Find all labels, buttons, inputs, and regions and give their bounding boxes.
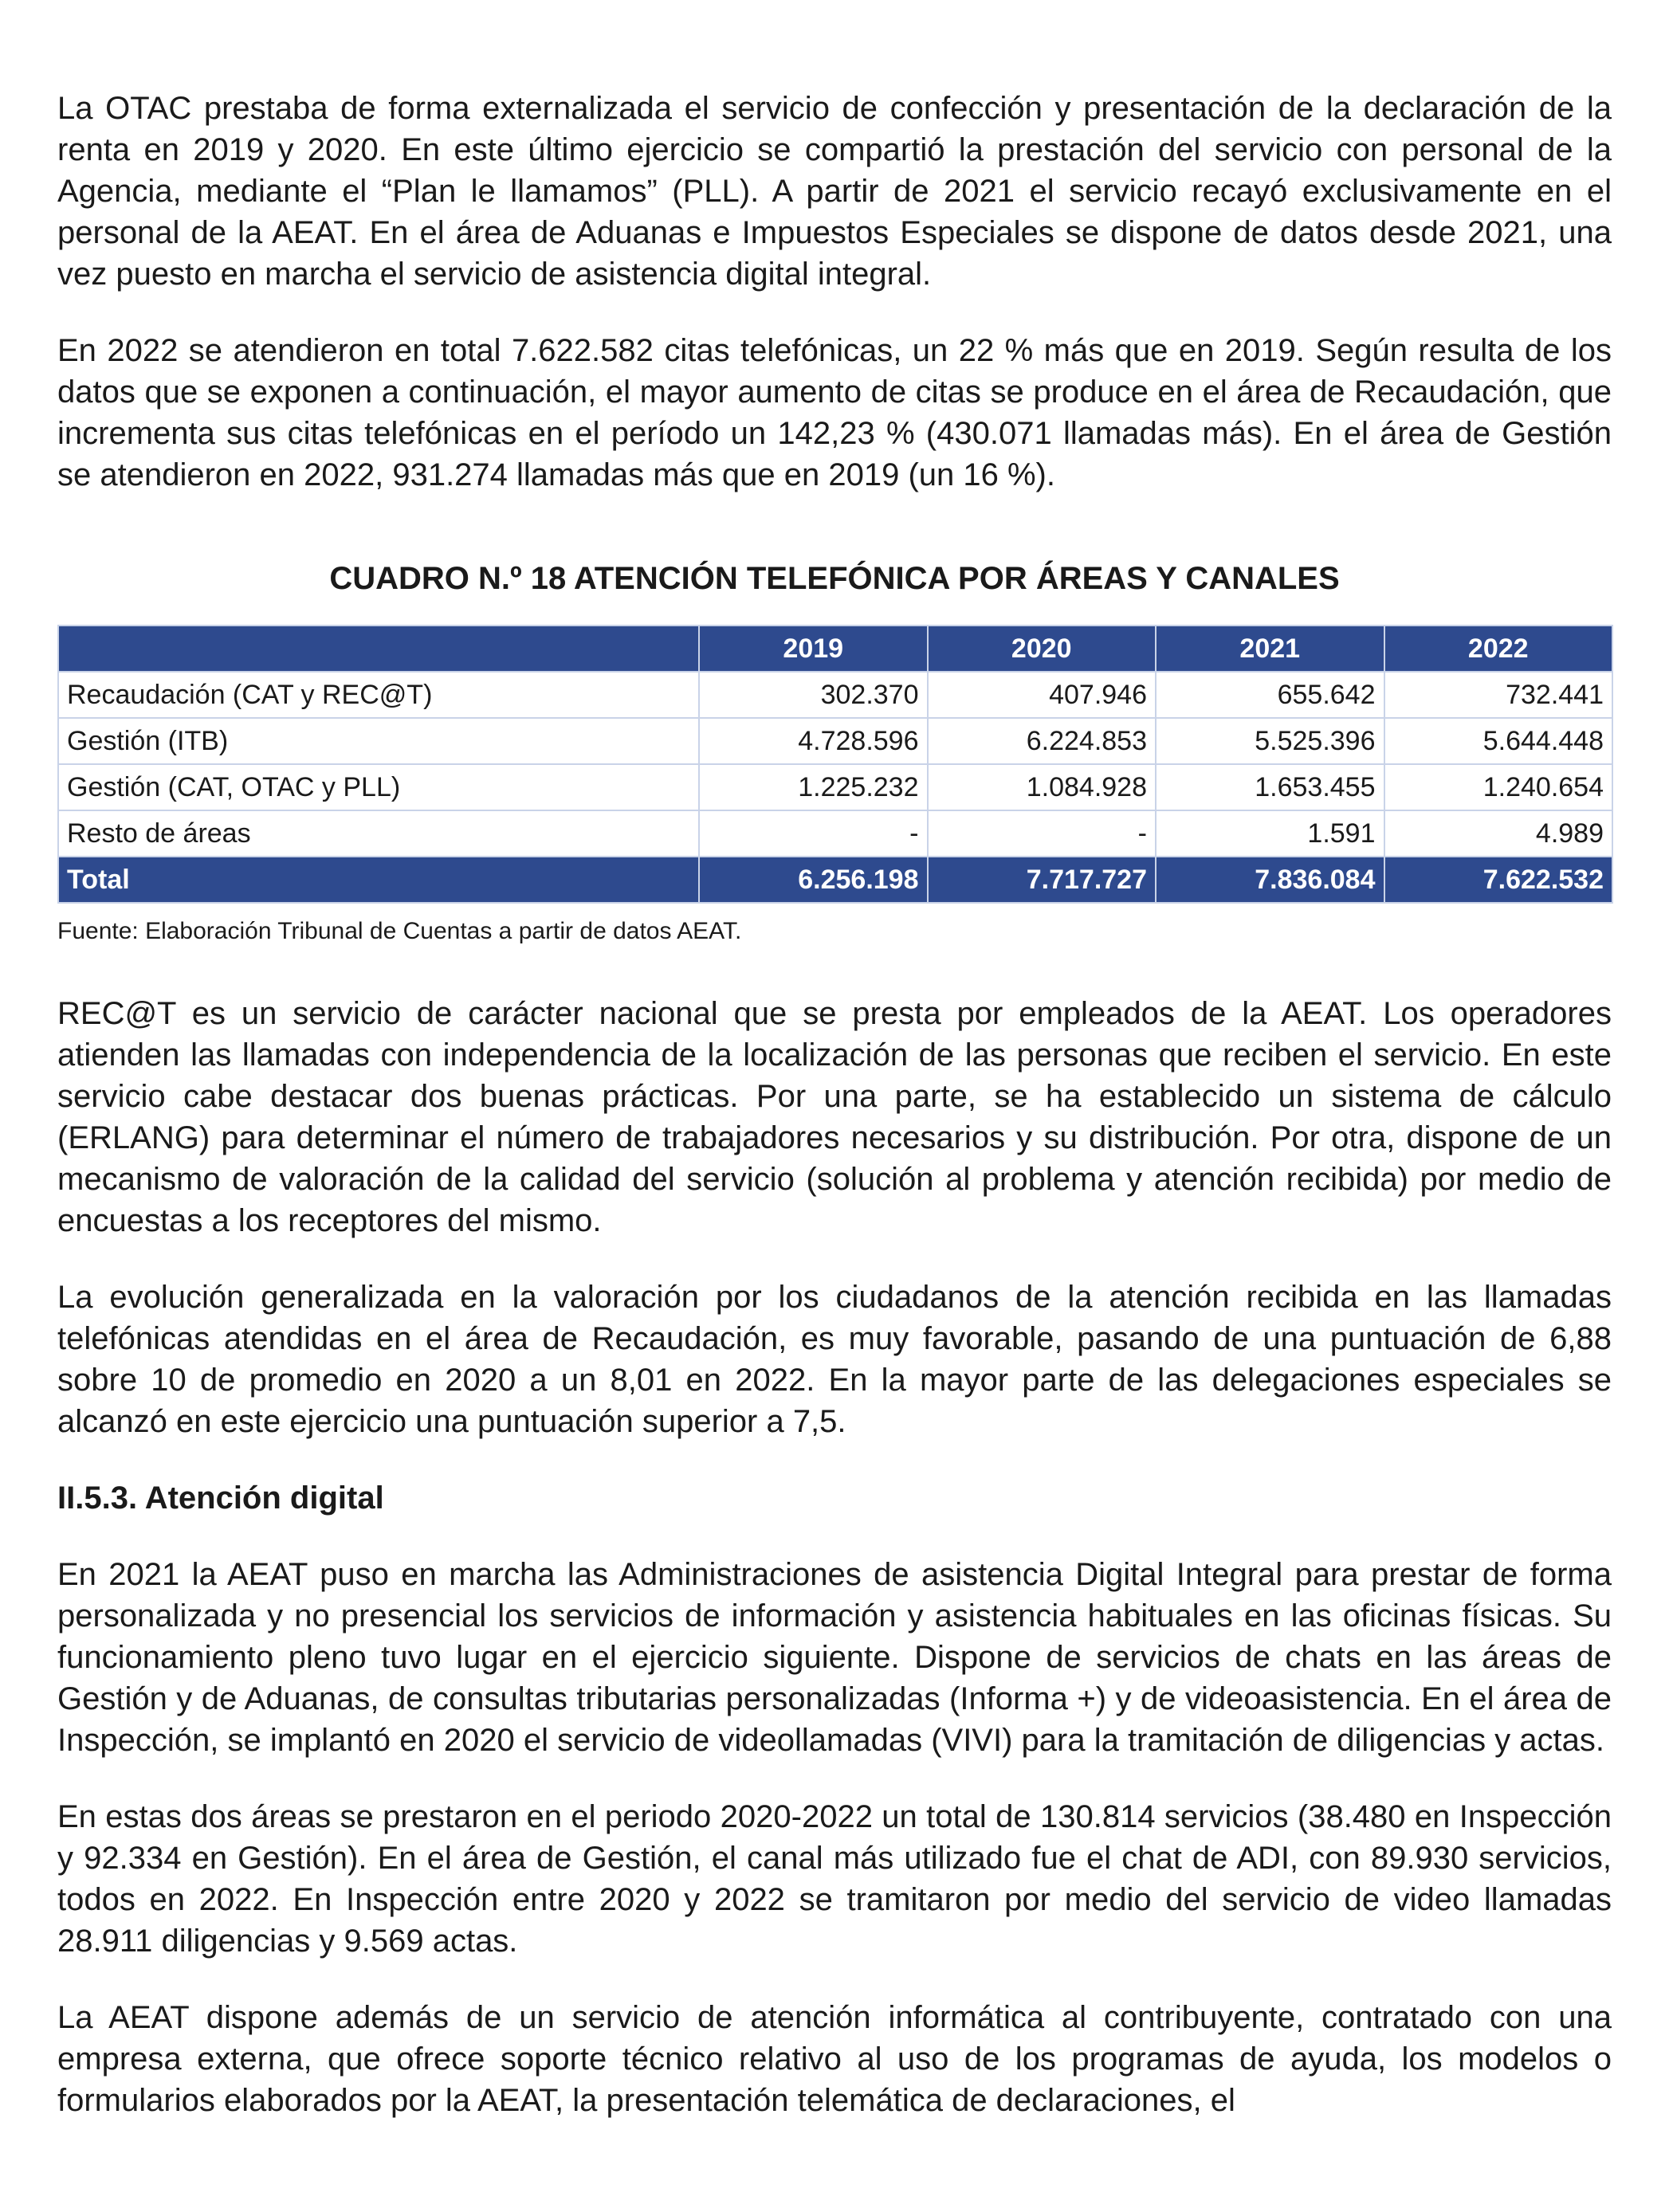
header-cell-empty <box>58 626 699 672</box>
header-cell-2019: 2019 <box>699 626 928 672</box>
cell-2022: 732.441 <box>1384 672 1613 718</box>
total-2019: 6.256.198 <box>699 857 928 903</box>
cell-2019: 1.225.232 <box>699 764 928 810</box>
cell-2020: 1.084.928 <box>928 764 1157 810</box>
header-cell-2022: 2022 <box>1384 626 1613 672</box>
table-header-row <box>58 626 1612 672</box>
header-cell-2020: 2020 <box>928 626 1157 672</box>
table-source-note: Fuente: Elaboración Tribunal de Cuentas a partir de datos AEAT. <box>57 918 742 944</box>
total-2020: 7.717.727 <box>928 857 1157 903</box>
table-total-row <box>58 857 1612 903</box>
cell-2019: - <box>699 810 928 857</box>
row-label: Gestión (ITB) <box>58 718 699 764</box>
table-row <box>58 810 1612 857</box>
row-label: Resto de áreas <box>58 810 699 857</box>
section-heading: II.5.3. Atención digital <box>57 1481 384 1516</box>
paragraph-citas-2022: En 2022 se atendieron en total 7.622.582 citas telefónicas, un 22 % más que en 2019. Según resulta de los datos que se exponen a continuación, el mayor aumento de citas se produce en el área de Recaudación, que incrementa sus citas telefónicas en el período un 142,23 % (430.071 llamadas más). En el área de Gestión se atendieron en 2022, 931.274 llamadas más que en 2019 (un 16 %). <box>57 333 1612 492</box>
paragraph-atencion-informatica: La AEAT dispone además de un servicio de atención informática al contribuyente, contratado con una empresa externa, que ofrece soporte técnico relativo al uso de los programas de ayuda, los modelos o formularios elaborados por la AEAT, la presentación telemática de declaraciones, el <box>57 2000 1612 2118</box>
paragraph-otac: La OTAC prestaba de forma externalizada el servicio de confección y presentación de la declaración de la renta en 2019 y 2020. En este último ejercicio se compartió la prestación del servicio con personal de la Agencia, mediante el “Plan le llamamos” (PLL). A partir de 2021 el servicio recayó exclusivamente en el personal de la AEAT. En el área de Aduanas e Impuestos Especiales se dispone de datos desde 2021, una vez puesto en marcha el servicio de asistencia digital integral. <box>57 91 1612 292</box>
cell-2021: 1.653.455 <box>1156 764 1384 810</box>
cell-2019: 302.370 <box>699 672 928 718</box>
phone-attention-table <box>57 625 1613 904</box>
table-row <box>58 672 1612 718</box>
paragraph-recat: REC@T es un servicio de carácter nacional que se presta por empleados de la AEAT. Los operadores atienden las llamadas con independencia de la localización de las personas que reciben el servicio. En este servicio cabe destacar dos buenas prácticas. Por una parte, se ha establecido un sistema de cálculo (ERLANG) para determinar el número de trabajadores necesarios y su distribución. Por otra, dispone de un mecanismo de valoración de la calidad del servicio (solución al problema y atención recibida) por medio de encuestas a los receptores del mismo. <box>57 996 1612 1238</box>
paragraph-adi: En 2021 la AEAT puso en marcha las Administraciones de asistencia Digital Integral para prestar de forma personalizada y no presencial los servicios de información y asistencia habituales en las oficinas físicas. Su funcionamiento pleno tuvo lugar en el ejercicio siguiente. Dispone de servicios de chats en las áreas de Gestión y de Aduanas, de consultas tributarias personalizadas (Informa +) y de videoasistencia. En el área de Inspección, se implantó en 2020 el servicio de videollamadas (VIVI) para la tramitación de diligencias y actas. <box>57 1557 1612 1758</box>
cell-2022: 4.989 <box>1384 810 1613 857</box>
paragraph-servicios: En estas dos áreas se prestaron en el periodo 2020-2022 un total de 130.814 servicios (38.480 en Inspección y 92.334 en Gestión). En el área de Gestión, el canal más utilizado fue el chat de ADI, con 89.930 servicios, todos en 2022. En Inspección entre 2020 y 2022 se tramitaron por medio del servicio de video llamadas 28.911 diligencias y 9.569 actas. <box>57 1799 1612 1959</box>
table-row <box>58 718 1612 764</box>
cell-2021: 5.525.396 <box>1156 718 1384 764</box>
cell-2022: 5.644.448 <box>1384 718 1613 764</box>
cell-2019: 4.728.596 <box>699 718 928 764</box>
total-2022: 7.622.532 <box>1384 857 1613 903</box>
row-label: Recaudación (CAT y REC@T) <box>58 672 699 718</box>
row-label: Gestión (CAT, OTAC y PLL) <box>58 764 699 810</box>
cell-2020: - <box>928 810 1157 857</box>
document-page <box>57 88 1612 2156</box>
table-title: CUADRO N.º 18 ATENCIÓN TELEFÓNICA POR ÁREAS Y CANALES <box>329 561 1340 596</box>
header-cell-2021: 2021 <box>1156 626 1384 672</box>
total-2021: 7.836.084 <box>1156 857 1384 903</box>
paragraph-valoracion: La evolución generalizada en la valoración por los ciudadanos de la atención recibida en las llamadas telefónicas atendidas en el área de Recaudación, es muy favorable, pasando de una puntuación de 6,88 sobre 10 de promedio en 2020 a un 8,01 en 2022. En la mayor parte de las delegaciones especiales se alcanzó en este ejercicio una puntuación superior a 7,5. <box>57 1280 1612 1439</box>
cell-2021: 655.642 <box>1156 672 1384 718</box>
cell-2022: 1.240.654 <box>1384 764 1613 810</box>
cell-2020: 6.224.853 <box>928 718 1157 764</box>
total-label: Total <box>58 857 699 903</box>
cell-2020: 407.946 <box>928 672 1157 718</box>
table-row <box>58 764 1612 810</box>
cell-2021: 1.591 <box>1156 810 1384 857</box>
